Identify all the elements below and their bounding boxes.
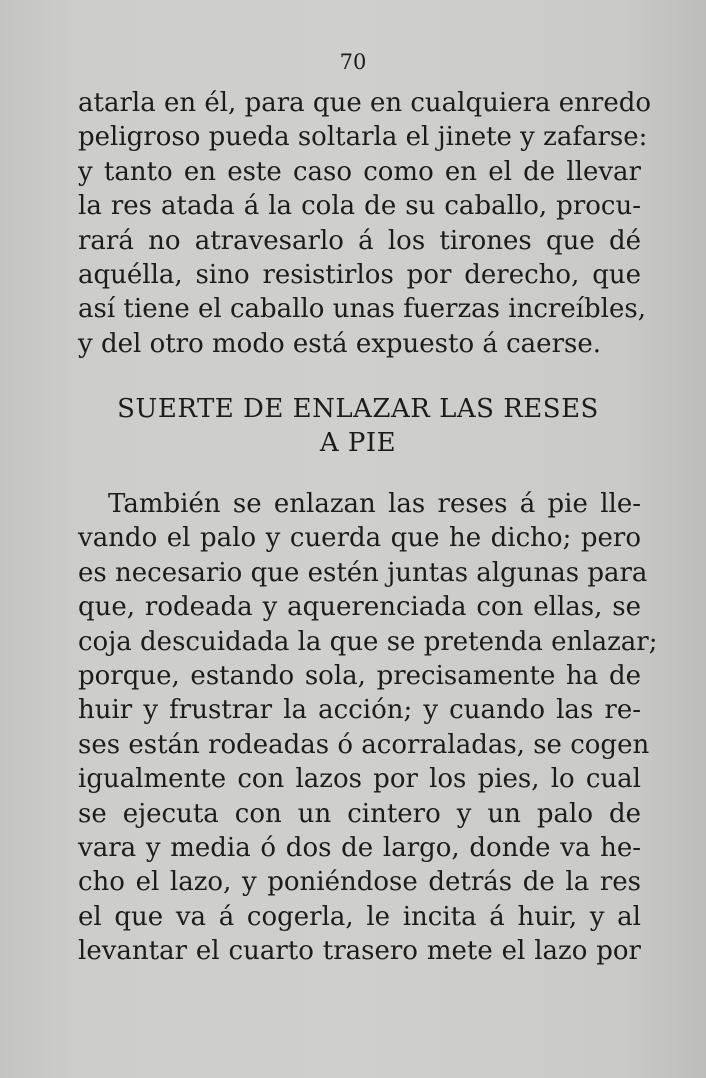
paragraph-section — [78, 487, 658, 968]
text-line: atarla en él, para que en cualquiera enredo — [78, 88, 652, 118]
paragraph-continued — [78, 86, 652, 361]
text-line: coja descuidada la que se pretenda enlazar; — [78, 626, 658, 657]
text-line: que, rodeada y aquerenciada con ellas, se — [78, 592, 641, 623]
text-line: y del otro modo está expuesto á caerse. — [78, 328, 601, 359]
text-line: así tiene el caballo unas fuerzas increíbles, — [78, 294, 646, 325]
text-line: huir y frustrar la acción; y cuando las re- — [78, 695, 641, 726]
text-line: aquélla, sino resistirlos por derecho, que — [78, 259, 641, 290]
text-line: y tanto en este caso como en el de llevar — [78, 156, 641, 187]
text-line: vara y media ó dos de largo, donde va he- — [78, 832, 641, 863]
text-line: el que va á cogerla, le incita á huir, y al — [78, 901, 641, 932]
text-line: También se enlazan las reses á pie lle- — [108, 489, 641, 519]
text-line: igualmente con lazos por los pies, lo cual — [78, 764, 641, 795]
text-line: la res atada á la cola de su caballo, procu- — [78, 191, 641, 222]
text-line: cho el lazo, y poniéndose detrás de la res — [78, 867, 641, 898]
text-line: se ejecuta con un cintero y un palo de — [78, 798, 641, 829]
text-line: es necesario que estén juntas algunas para — [78, 557, 648, 588]
text-line: vando el palo y cuerda que he dicho; pero — [78, 523, 641, 554]
page-number: 70 — [339, 50, 367, 74]
text-line: porque, estando sola, precisamente ha de — [78, 660, 641, 691]
text-line: ses están rodeadas ó acorraladas, se cogen — [78, 729, 650, 760]
section-heading: SUERTE DE ENLAZAR LAS RESES — [117, 394, 599, 424]
text-line: levantar el cuarto trasero mete el lazo por — [78, 936, 641, 967]
text-line: rará no atravesarlo á los tirones que dé — [78, 225, 641, 256]
section-heading-continued: A PIE — [319, 428, 397, 458]
text-line: peligroso pueda soltarla el jinete y zafarse: — [78, 122, 648, 153]
